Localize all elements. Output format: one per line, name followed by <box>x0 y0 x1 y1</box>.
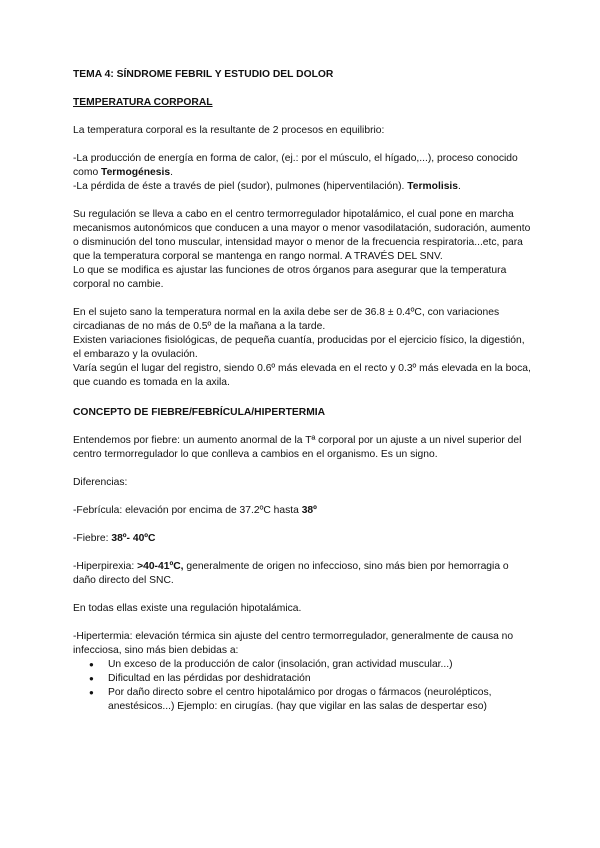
variations-paragraph: Existen variaciones fisiológicas, de pequeña cuantía, producidas por el ejercicio físico, la digestión, el embarazo y la ovulación. <box>73 335 525 360</box>
regulation-note: En todas ellas existe una regulación hipotalámica. <box>73 603 302 614</box>
fever-definition: Entendemos por fiebre: un aumento anormal de la Tª corporal por un ajuste a un nivel superior del centro termorregulador lo que conlleva a cambios en el organismo. Es un signo. <box>73 435 522 460</box>
document-title: TEMA 4: SÍNDROME FEBRIL Y ESTUDIO DEL DOLOR <box>73 69 334 80</box>
termolisis-end: . <box>458 181 461 192</box>
fiebre-text: -Fiebre: <box>73 533 112 544</box>
hipertermia-paragraph: -Hipertermia: elevación térmica sin ajuste del centro termorregulador, generalmente de causa no infecciosa, sino más bien debidas a: <box>73 631 514 656</box>
normal-temp-paragraph: En el sujeto sano la temperatura normal en la axila debe ser de 36.8 ± 0.4ºC, con variaciones circadianas de no más de 0.5º de la mañana a la tarde. <box>73 307 500 332</box>
hiperpirexia-line <box>73 560 533 588</box>
termogenesis-text: -La producción de energía en forma de calor, (ej.: por el músculo, el hígado,...), proceso conocido como <box>73 153 518 178</box>
list-item: ● Dificultad en las pérdidas por deshidratación <box>73 672 533 686</box>
febricula-text: -Febrícula: elevación por encima de 37.2ºC hasta <box>73 505 302 516</box>
termogenesis-end: . <box>170 167 173 178</box>
list-item: ● Un exceso de la producción de calor (insolación, gran actividad muscular...) <box>73 658 533 672</box>
hiperpirexia-value: >40-41ºC, <box>137 561 184 572</box>
febricula-value: 38º <box>301 505 317 516</box>
document-page <box>73 62 533 714</box>
fiebre-value: 38º- 40ºC <box>111 533 156 544</box>
hipertermia-causes-list <box>73 658 533 714</box>
intro-paragraph: La temperatura corporal es la resultante de 2 procesos en equilibrio: <box>73 125 385 136</box>
hiperpirexia-rest-2: daño directo del SNC. <box>73 575 174 586</box>
termolisis-text: -La pérdida de éste a través de piel (sudor), pulmones (hiperventilación). <box>73 181 408 192</box>
fiebre-line <box>73 532 533 546</box>
site-paragraph: Varía según el lugar del registro, siendo 0.6º más elevada en el recto y 0.3º más elevada en la boca, que cuando es tomada en la axila. <box>73 363 531 388</box>
modifies-paragraph: Lo que se modifica es ajustar las funciones de otros órganos para asegurar que la temperatura corporal no cambie. <box>73 265 507 290</box>
termogenesis-term: Termogénesis <box>101 167 171 178</box>
hiperpirexia-text: -Hiperpirexia: <box>73 561 138 572</box>
section-heading-fiebre: CONCEPTO DE FIEBRE/FEBRÍCULA/HIPERTERMIA <box>73 407 326 418</box>
termolisis-term: Termolisis <box>407 181 459 192</box>
termolisis-paragraph <box>73 180 533 194</box>
differences-label: Diferencias: <box>73 477 128 488</box>
hiperpirexia-rest: generalmente de origen no infeccioso, sino más bien por hemorragia o <box>183 561 509 572</box>
list-item: ● Por daño directo sobre el centro hipotalámico por drogas o fármacos (neurolépticos, anestésicos...) Ejemplo: en cirugías. (hay que vigilar en las salas de despertar eso) <box>73 686 533 714</box>
termogenesis-paragraph <box>73 152 533 180</box>
febricula-line <box>73 504 533 518</box>
section-heading-temperatura: TEMPERATURA CORPORAL <box>73 97 213 108</box>
regulation-paragraph: Su regulación se lleva a cabo en el centro termorregulador hipotalámico, el cual pone en marcha mecanismos autonómicos que conducen a una mayor o menor vasodilatación, sudoración, aumento o disminución del tono muscular, intensidad mayor o menor de la frecuencia respiratoria...etc, para que la temperatura corporal se mantenga en rango normal. A TRAVÉS DEL SNV. <box>73 209 531 262</box>
